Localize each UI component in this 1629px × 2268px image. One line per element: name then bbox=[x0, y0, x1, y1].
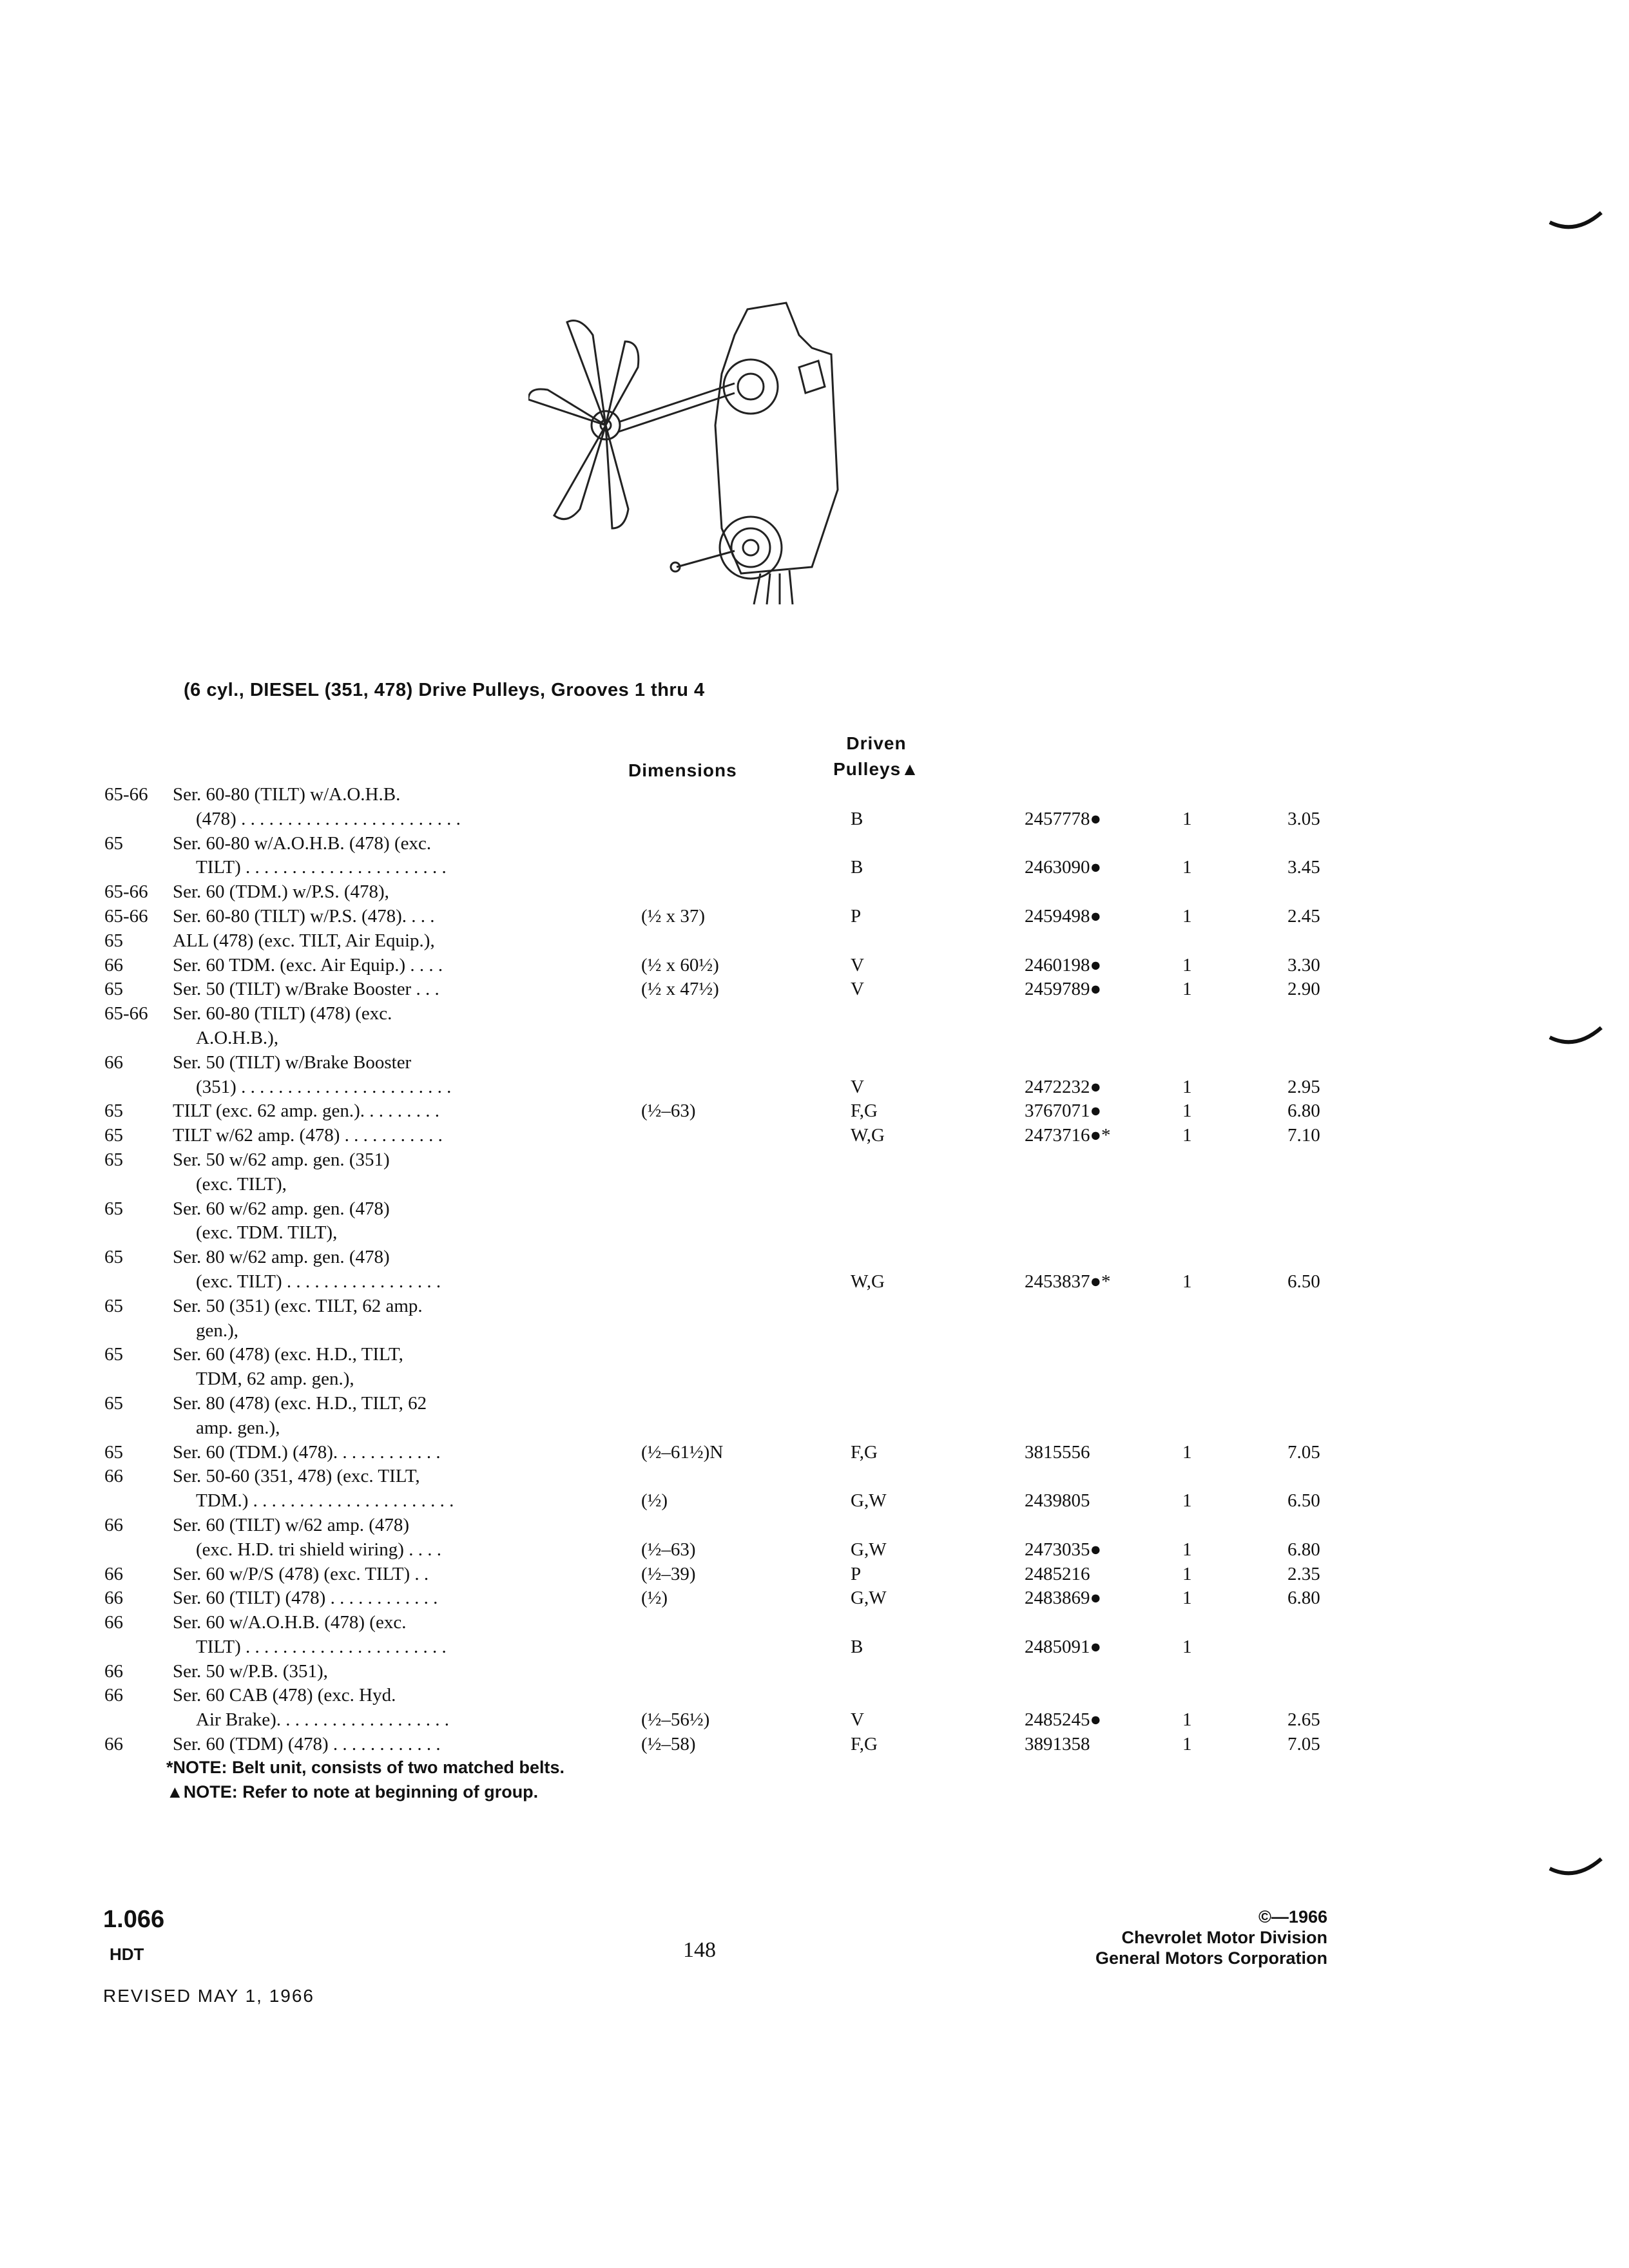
table-row bbox=[0, 1392, 1629, 1416]
dimensions-cell: (½ x 37) bbox=[641, 905, 706, 927]
driven-pulley-cell: G,W bbox=[851, 1588, 887, 1609]
table-row bbox=[0, 1148, 1629, 1173]
part-number-cell: 3815556 bbox=[1025, 1441, 1090, 1463]
part-number-cell: 2473035● bbox=[1025, 1539, 1102, 1560]
length-cell: 2.65 bbox=[1287, 1709, 1320, 1731]
length-cell: 6.80 bbox=[1287, 1539, 1320, 1560]
year-cell: 66 bbox=[104, 1685, 123, 1706]
description-cell: ALL (478) (exc. TILT, Air Equip.), bbox=[173, 930, 435, 951]
description-cell: (478) . . . . . . . . . . . . . . . . . . . . . . . . bbox=[196, 808, 461, 829]
description-cell: Ser. 80 w/62 amp. gen. (478) bbox=[173, 1247, 390, 1268]
year-cell: 66 bbox=[104, 1588, 123, 1609]
part-number-cell: 2459789● bbox=[1025, 979, 1102, 1000]
description-cell: Ser. 50 w/62 amp. gen. (351) bbox=[173, 1149, 390, 1170]
section-number: 1.066 bbox=[103, 1906, 165, 1933]
year-cell: 65-66 bbox=[104, 1003, 148, 1024]
description-cell: TILT w/62 amp. (478) . . . . . . . . . . . bbox=[173, 1125, 443, 1146]
part-number-cell: 2485216 bbox=[1025, 1563, 1090, 1584]
description-cell: (exc. TILT), bbox=[196, 1173, 287, 1195]
quantity-cell: 1 bbox=[1182, 979, 1192, 1000]
length-cell: 7.10 bbox=[1287, 1125, 1320, 1146]
driven-pulley-cell: V bbox=[851, 1076, 864, 1097]
dimensions-cell: (½) bbox=[641, 1588, 668, 1609]
part-number-cell: 2473716●* bbox=[1025, 1125, 1111, 1146]
description-cell: TDM, 62 amp. gen.), bbox=[196, 1369, 354, 1390]
table-row bbox=[0, 1708, 1629, 1733]
description-cell: Ser. 60 w/P/S (478) (exc. TILT) . . bbox=[173, 1563, 429, 1584]
description-cell: Air Brake). . . . . . . . . . . . . . . . . . . bbox=[196, 1709, 450, 1731]
description-cell: Ser. 50 w/P.B. (351), bbox=[173, 1660, 328, 1682]
part-number-cell: 3891358 bbox=[1025, 1734, 1090, 1755]
year-cell: 65 bbox=[104, 1344, 123, 1365]
description-cell: (exc. TDM. TILT), bbox=[196, 1222, 338, 1244]
dimensions-cell: (½–63) bbox=[641, 1100, 696, 1122]
corporation-name: General Motors Corporation bbox=[1095, 1948, 1327, 1968]
length-cell: 2.95 bbox=[1287, 1076, 1320, 1097]
year-cell: 65 bbox=[104, 1247, 123, 1268]
table-row bbox=[0, 977, 1629, 1002]
description-cell: gen.), bbox=[196, 1320, 239, 1341]
description-cell: Ser. 60 (TDM.) w/P.S. (478), bbox=[173, 881, 389, 903]
table-row bbox=[0, 1635, 1629, 1660]
description-cell: Ser. 60 (TDM.) (478). . . . . . . . . . . . bbox=[173, 1441, 441, 1463]
quantity-cell: 1 bbox=[1182, 1709, 1192, 1731]
description-cell: (exc. H.D. tri shield wiring) . . . . bbox=[196, 1539, 441, 1560]
quantity-cell: 1 bbox=[1182, 905, 1192, 927]
table-row bbox=[0, 880, 1629, 905]
year-cell: 66 bbox=[104, 1612, 123, 1633]
dimensions-cell: (½–39) bbox=[641, 1563, 696, 1584]
margin-mark bbox=[1547, 1856, 1605, 1881]
year-cell: 65 bbox=[104, 1125, 123, 1146]
quantity-cell: 1 bbox=[1182, 1100, 1192, 1122]
dimensions-cell: (½–61½)N bbox=[641, 1441, 724, 1463]
table-row bbox=[0, 954, 1629, 978]
dimensions-cell: (½–58) bbox=[641, 1734, 696, 1755]
description-cell: Ser. 50-60 (351, 478) (exc. TILT, bbox=[173, 1466, 420, 1487]
copyright: ©—1966 bbox=[1258, 1907, 1327, 1927]
table-row bbox=[0, 1441, 1629, 1465]
year-cell: 65 bbox=[104, 930, 123, 951]
year-cell: 65 bbox=[104, 1149, 123, 1170]
description-cell: Ser. 50 (TILT) w/Brake Booster bbox=[173, 1052, 412, 1073]
year-cell: 65-66 bbox=[104, 881, 148, 903]
driven-pulley-cell: F,G bbox=[851, 1734, 878, 1755]
year-cell: 66 bbox=[104, 954, 123, 975]
margin-mark bbox=[1547, 209, 1605, 235]
driven-pulley-cell: V bbox=[851, 979, 864, 1000]
description-cell: Ser. 60-80 (TILT) (478) (exc. bbox=[173, 1003, 392, 1024]
year-cell: 66 bbox=[104, 1052, 123, 1073]
part-number-cell: 2472232● bbox=[1025, 1076, 1102, 1097]
table-row bbox=[0, 905, 1629, 929]
table-row bbox=[0, 1416, 1629, 1441]
driven-pulley-cell: B bbox=[851, 857, 863, 878]
year-cell: 65-66 bbox=[104, 784, 148, 805]
description-cell: Ser. 50 (351) (exc. TILT, 62 amp. bbox=[173, 1295, 423, 1316]
section-code: HDT bbox=[110, 1945, 144, 1964]
part-number-cell: 2485245● bbox=[1025, 1709, 1102, 1731]
quantity-cell: 1 bbox=[1182, 1125, 1192, 1146]
quantity-cell: 1 bbox=[1182, 857, 1192, 878]
quantity-cell: 1 bbox=[1182, 1636, 1192, 1657]
year-cell: 65 bbox=[104, 1100, 123, 1122]
table-row bbox=[0, 1660, 1629, 1684]
table-row bbox=[0, 1562, 1629, 1587]
dimensions-cell: (½ x 60½) bbox=[641, 954, 719, 975]
part-number-cell: 2457778● bbox=[1025, 808, 1102, 829]
part-number-cell: 2485091● bbox=[1025, 1636, 1102, 1657]
belt-note: *NOTE: Belt unit, consists of two matched belts. bbox=[166, 1758, 565, 1777]
table-row bbox=[0, 1538, 1629, 1562]
driven-header-line2: Pulleys▲ bbox=[833, 759, 920, 779]
year-cell: 65-66 bbox=[104, 905, 148, 927]
driven-pulley-cell: P bbox=[851, 905, 862, 927]
driven-pulley-cell: B bbox=[851, 1636, 863, 1657]
table-row bbox=[0, 1051, 1629, 1075]
driven-header-line1: Driven bbox=[846, 733, 907, 753]
description-cell: Ser. 60-80 (TILT) w/P.S. (478). . . . bbox=[173, 905, 435, 927]
year-cell: 65 bbox=[104, 1198, 123, 1219]
year-cell: 65 bbox=[104, 1392, 123, 1414]
quantity-cell: 1 bbox=[1182, 1441, 1192, 1463]
refer-note: ▲NOTE: Refer to note at beginning of group. bbox=[166, 1782, 539, 1802]
part-number-cell: 2483869● bbox=[1025, 1588, 1102, 1609]
driven-pulley-cell: G,W bbox=[851, 1539, 887, 1560]
description-cell: TILT (exc. 62 amp. gen.). . . . . . . . . bbox=[173, 1100, 439, 1122]
description-cell: A.O.H.B.), bbox=[196, 1027, 279, 1048]
quantity-cell: 1 bbox=[1182, 1076, 1192, 1097]
year-cell: 65 bbox=[104, 979, 123, 1000]
table-row bbox=[0, 1611, 1629, 1635]
table-row bbox=[0, 1124, 1629, 1148]
description-cell: TDM.) . . . . . . . . . . . . . . . . . . . . . . bbox=[196, 1490, 454, 1512]
description-cell: Ser. 60 (TILT) (478) . . . . . . . . . . . . bbox=[173, 1588, 438, 1609]
dimensions-cell: (½–63) bbox=[641, 1539, 696, 1560]
description-cell: Ser. 50 (TILT) w/Brake Booster . . . bbox=[173, 979, 439, 1000]
table-row bbox=[0, 1367, 1629, 1392]
driven-pulley-cell: W,G bbox=[851, 1271, 885, 1292]
year-cell: 66 bbox=[104, 1563, 123, 1584]
quantity-cell: 1 bbox=[1182, 1734, 1192, 1755]
description-cell: Ser. 80 (478) (exc. H.D., TILT, 62 bbox=[173, 1392, 427, 1414]
table-row bbox=[0, 1173, 1629, 1197]
table-row bbox=[0, 1197, 1629, 1222]
length-cell: 2.45 bbox=[1287, 905, 1320, 927]
length-cell: 6.50 bbox=[1287, 1271, 1320, 1292]
description-cell: (351) . . . . . . . . . . . . . . . . . . . . . . . bbox=[196, 1076, 452, 1097]
driven-pulley-cell: V bbox=[851, 954, 864, 975]
part-number-cell: 2459498● bbox=[1025, 905, 1102, 927]
dimensions-header: Dimensions bbox=[628, 760, 737, 780]
quantity-cell: 1 bbox=[1182, 1271, 1192, 1292]
table-row bbox=[0, 1514, 1629, 1538]
table-row bbox=[0, 1733, 1629, 1757]
description-cell: Ser. 60-80 w/A.O.H.B. (478) (exc. bbox=[173, 832, 432, 854]
quantity-cell: 1 bbox=[1182, 808, 1192, 829]
length-cell: 6.80 bbox=[1287, 1588, 1320, 1609]
description-cell: Ser. 60 TDM. (exc. Air Equip.) . . . . bbox=[173, 954, 443, 975]
length-cell: 3.45 bbox=[1287, 857, 1320, 878]
description-cell: Ser. 60 (TDM) (478) . . . . . . . . . . . . bbox=[173, 1734, 441, 1755]
length-cell: 7.05 bbox=[1287, 1734, 1320, 1755]
driven-pulley-cell: G,W bbox=[851, 1490, 887, 1512]
page-number: 148 bbox=[683, 1938, 716, 1962]
description-cell: TILT) . . . . . . . . . . . . . . . . . . . . . . bbox=[196, 857, 447, 878]
driven-pulley-cell: B bbox=[851, 808, 863, 829]
table-row bbox=[0, 1319, 1629, 1343]
table-row bbox=[0, 856, 1629, 880]
table-row bbox=[0, 1586, 1629, 1611]
section-title: (6 cyl., DIESEL (351, 478) Drive Pulleys, Grooves 1 thru 4 bbox=[184, 680, 705, 700]
length-cell: 3.05 bbox=[1287, 808, 1320, 829]
parts-table bbox=[0, 783, 1629, 1757]
table-row bbox=[0, 783, 1629, 807]
table-row bbox=[0, 1099, 1629, 1124]
year-cell: 65 bbox=[104, 1295, 123, 1316]
driven-pulley-cell: F,G bbox=[851, 1441, 878, 1463]
length-cell: 6.80 bbox=[1287, 1100, 1320, 1122]
quantity-cell: 1 bbox=[1182, 1588, 1192, 1609]
year-cell: 66 bbox=[104, 1734, 123, 1755]
part-number-cell: 2463090● bbox=[1025, 857, 1102, 878]
part-number-cell: 2453837●* bbox=[1025, 1271, 1111, 1292]
table-row bbox=[0, 1075, 1629, 1100]
year-cell: 65 bbox=[104, 1441, 123, 1463]
length-cell: 6.50 bbox=[1287, 1490, 1320, 1512]
description-cell: Ser. 60 w/A.O.H.B. (478) (exc. bbox=[173, 1612, 407, 1633]
table-row bbox=[0, 1026, 1629, 1051]
year-cell: 66 bbox=[104, 1466, 123, 1487]
table-row bbox=[0, 1465, 1629, 1489]
table-row bbox=[0, 1489, 1629, 1514]
description-cell: Ser. 60-80 (TILT) w/A.O.H.B. bbox=[173, 784, 401, 805]
length-cell: 3.30 bbox=[1287, 954, 1320, 975]
description-cell: (exc. TILT) . . . . . . . . . . . . . . . . . bbox=[196, 1271, 441, 1292]
revised-date: REVISED MAY 1, 1966 bbox=[103, 1986, 314, 2006]
length-cell: 2.90 bbox=[1287, 979, 1320, 1000]
driven-pulley-cell: W,G bbox=[851, 1125, 885, 1146]
part-number-cell: 2439805 bbox=[1025, 1490, 1090, 1512]
year-cell: 66 bbox=[104, 1660, 123, 1682]
description-cell: amp. gen.), bbox=[196, 1417, 280, 1438]
table-row bbox=[0, 1245, 1629, 1270]
table-row bbox=[0, 832, 1629, 856]
table-row bbox=[0, 807, 1629, 832]
driven-pulley-cell: F,G bbox=[851, 1100, 878, 1122]
table-row bbox=[0, 1270, 1629, 1294]
quantity-cell: 1 bbox=[1182, 1490, 1192, 1512]
year-cell: 65 bbox=[104, 832, 123, 854]
description-cell: Ser. 60 (TILT) w/62 amp. (478) bbox=[173, 1514, 410, 1535]
quantity-cell: 1 bbox=[1182, 1539, 1192, 1560]
description-cell: Ser. 60 CAB (478) (exc. Hyd. bbox=[173, 1685, 396, 1706]
part-number-cell: 2460198● bbox=[1025, 954, 1102, 975]
dimensions-cell: (½) bbox=[641, 1490, 668, 1512]
table-row bbox=[0, 1294, 1629, 1319]
engine-fan-pulley-illustration bbox=[528, 296, 863, 606]
length-cell: 7.05 bbox=[1287, 1441, 1320, 1463]
year-cell: 66 bbox=[104, 1514, 123, 1535]
driven-pulley-cell: V bbox=[851, 1709, 864, 1731]
dimensions-cell: (½–56½) bbox=[641, 1709, 710, 1731]
table-row bbox=[0, 1343, 1629, 1367]
table-row bbox=[0, 1221, 1629, 1245]
part-number-cell: 3767071● bbox=[1025, 1100, 1102, 1122]
length-cell: 2.35 bbox=[1287, 1563, 1320, 1584]
description-cell: Ser. 60 w/62 amp. gen. (478) bbox=[173, 1198, 390, 1219]
division-name: Chevrolet Motor Division bbox=[1121, 1928, 1327, 1947]
driven-pulley-cell: P bbox=[851, 1563, 862, 1584]
description-cell: Ser. 60 (478) (exc. H.D., TILT, bbox=[173, 1344, 403, 1365]
quantity-cell: 1 bbox=[1182, 1563, 1192, 1584]
table-row bbox=[0, 929, 1629, 954]
dimensions-cell: (½ x 47½) bbox=[641, 979, 719, 1000]
quantity-cell: 1 bbox=[1182, 954, 1192, 975]
table-row bbox=[0, 1002, 1629, 1026]
description-cell: TILT) . . . . . . . . . . . . . . . . . . . . . . bbox=[196, 1636, 447, 1657]
table-row bbox=[0, 1684, 1629, 1708]
